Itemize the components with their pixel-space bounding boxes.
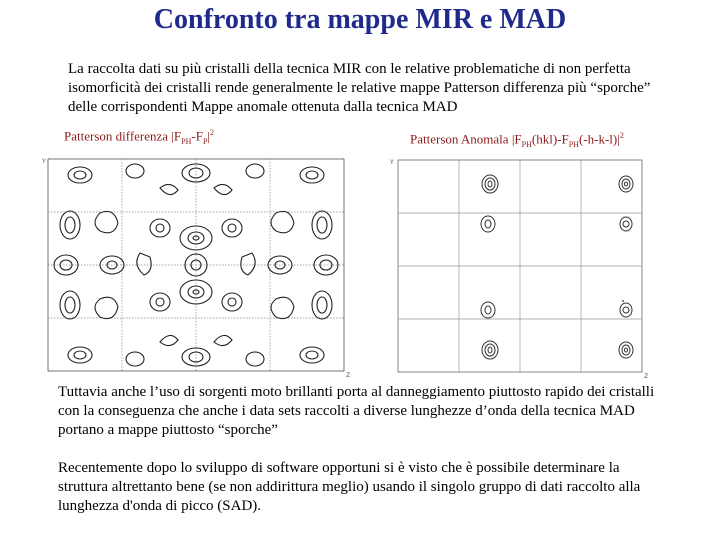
right-map-x-axis-label: Z (644, 373, 649, 380)
slide-title: Confronto tra mappe MIR e MAD (153, 4, 567, 35)
patterson-difference-map (40, 153, 355, 380)
left-map-x-axis-label: Z (346, 372, 351, 379)
left-map-caption: Patterson differenza $|F_{PH}-F_P|^2$ (64, 128, 215, 146)
patterson-anomalous-map (390, 154, 652, 380)
right-map-caption: Patterson Anomala $|F_{PH}(hkl)-F_{PH}(-h-k-l)|^2$ (410, 131, 624, 149)
left-map-y-axis-label: Y (42, 158, 46, 165)
final-paragraph: Recentemente dopo lo sviluppo di software opportuni si è visto che è possibile determinare la struttura altrettanto bene (se non addirittura meglio) usando il singolo gruppo di dati raccolto alla lunghezza d'onda di picco (SAD). (58, 460, 641, 514)
right-map-y-axis-label: Y (390, 159, 394, 166)
middle-paragraph: Tuttavia anche l’uso di sorgenti moto brillanti porta al danneggiamento piuttosto rapido dei cristalli con la conseguenza che anche i data sets raccolti a diverse lunghezze d’onda della tecnica MAD portano a mappe piuttosto “sporche” (58, 384, 655, 438)
intro-paragraph: La raccolta dati su più cristalli della tecnica MIR con le relative problematiche di non perfetta isomorficità dei cristalli rende generalmente le relative mappe Patterson differenza più “sporche” delle corrispondenti Mappe anomale ottenuta dalla tecnica MAD (68, 61, 651, 115)
